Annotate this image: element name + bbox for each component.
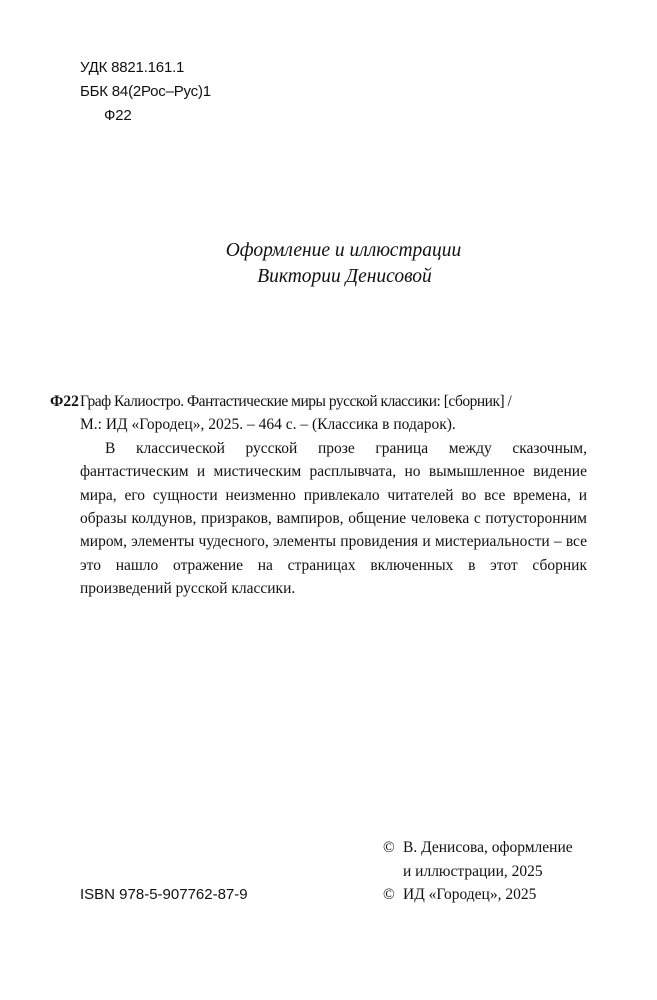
classification-codes bbox=[80, 56, 211, 128]
udk-code: УДК 8821.161.1 bbox=[80, 59, 185, 76]
design-credit-line-1: Оформление и иллюстрации bbox=[225, 240, 462, 261]
book-title-line: Граф Калиостро. Фантастические миры русской классики: [сборник] / bbox=[80, 393, 512, 410]
abstract-paragraph: В классической русской прозе граница между сказочным, фантастическим и мистическим расплывчата, но вымышленное видение мира, его сущности неизменно привлекало читателей во все времена, и образы колдунов, призраков, вампиров, общение человека с потусторонним миром, элементы чудесного, элементы провидения и мистериальности – все это нашло отражение на страницах включенных в этот сборник произведений русской классики. bbox=[80, 439, 587, 598]
copyright-symbol: © bbox=[383, 839, 395, 856]
publisher-line: М.: ИД «Городец», 2025. – 464 с. – (Классика в подарок). bbox=[80, 416, 456, 434]
copyright-block bbox=[383, 836, 573, 907]
isbn: ISBN 978-5-907762-87-9 bbox=[80, 886, 248, 903]
design-credit bbox=[0, 238, 657, 290]
bibliographic-record bbox=[80, 390, 587, 601]
copyright-symbol: © bbox=[383, 886, 395, 903]
design-credit-line-2: Виктории Денисовой bbox=[257, 266, 432, 287]
copyright-line-1: В. Денисова, оформление bbox=[403, 839, 573, 856]
copyright-publisher bbox=[383, 883, 573, 907]
copyright-line-2: и иллюстрации, 2025 bbox=[403, 862, 543, 880]
bbk-code: ББК 84(2Рос–Рус)1 bbox=[80, 83, 211, 100]
bibliographic-code: Ф22 bbox=[50, 393, 79, 410]
copyright-line-3: ИД «Городец», 2025 bbox=[403, 886, 537, 903]
copyright-illustrator bbox=[383, 836, 573, 860]
author-code: Ф22 bbox=[104, 107, 132, 124]
